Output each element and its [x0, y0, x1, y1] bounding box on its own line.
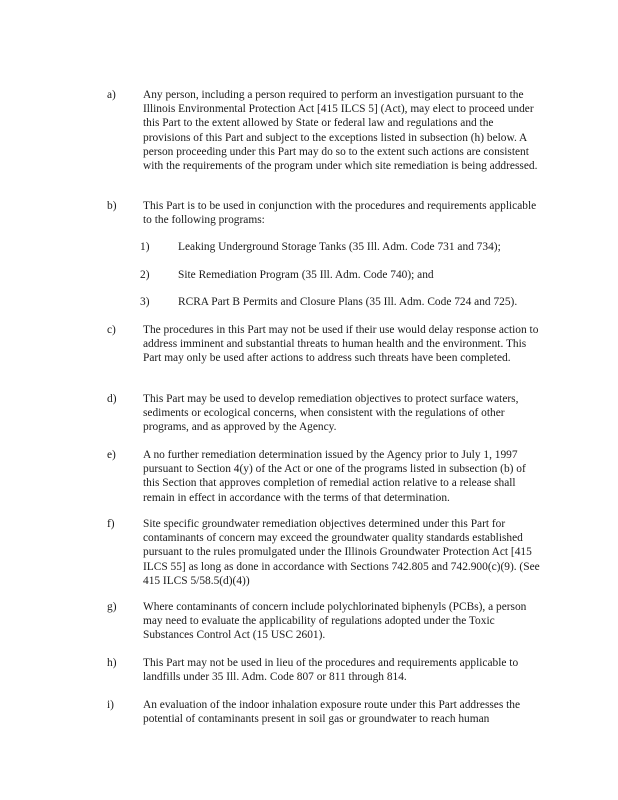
program-text: RCRA Part B Permits and Closure Plans (35 Ill. Adm. Code 724 and 725).: [178, 296, 518, 308]
paragraph-text: Site specific groundwater remediation objectives determined under this Part for contaminants of concern may exceed the groundwater quality standards established pursuant to the rules promulgated under the Illinois Groundwater Protection Act [415 ILCS 55] as long as done in accordance with Sections 742.805 and 742.900(c)(9). (See 415 ILCS 5/58.5(d)(4)): [143, 518, 540, 587]
paragraph-text: This Part may not be used in lieu of the procedures and requirements applicable to landfills under 35 Ill. Adm. Code 807 or 811 through 814.: [143, 657, 519, 684]
paragraph-text: A no further remediation determination issued by the Agency prior to July 1, 1997 pursuant to Section 4(y) of the Act or one of the programs listed in subsection (b) of this Section that approves completion of remedial action relative to a release shall remain in effect in accordance with the terms of that determination.: [143, 449, 526, 504]
paragraph-label: b): [107, 200, 117, 212]
paragraph-text: This Part may be used to develop remediation objectives to protect surface waters, sediments or ecological concerns, when consistent with the regulations of other programs, and as approved by the Agency.: [143, 393, 519, 434]
paragraph-label: a): [107, 89, 116, 101]
program-text: Site Remediation Program (35 Ill. Adm. Code 740); and: [178, 269, 434, 281]
paragraph-label: g): [107, 601, 117, 613]
paragraph-label: d): [107, 393, 117, 405]
paragraph-text: An evaluation of the indoor inhalation exposure route under this Part addresses the potential of contaminants present in soil gas or groundwater to reach human: [143, 699, 521, 726]
paragraph-label: f): [107, 518, 115, 530]
program-label: 2): [140, 269, 150, 281]
paragraph-text: This Part is to be used in conjunction with the procedures and requirements applicable to the following programs:: [143, 200, 537, 227]
paragraph-label: e): [107, 449, 116, 461]
paragraph-label: i): [107, 699, 114, 711]
program-label: 3): [140, 296, 150, 308]
program-text: Leaking Underground Storage Tanks (35 Ill. Adm. Code 731 and 734);: [178, 241, 501, 253]
paragraph-text: Where contaminants of concern include polychlorinated biphenyls (PCBs), a person may need to evaluate the applicability of regulations adopted under the Toxic Substances Control Act (15 USC 2601).: [143, 601, 527, 642]
paragraph-label: h): [107, 657, 117, 669]
program-label: 1): [140, 241, 150, 253]
paragraph-label: c): [107, 324, 116, 336]
paragraph-text: The procedures in this Part may not be used if their use would delay response action to address imminent and substantial threats to human health and the environment. This Part may only be used after actions to address such threats have been completed.: [143, 324, 539, 365]
paragraph-text: Any person, including a person required to perform an investigation pursuant to the Illinois Environmental Protection Act [415 ILCS 5] (Act), may elect to proceed under this Part to the extent allowed by State or federal law and regulations and the provisions of this Part and subject to the exceptions listed in subsection (h) below. A person proceeding under this Part may do so to the extent such actions are consistent with the requirements of the program under which site remediation is being addressed.: [143, 89, 538, 173]
